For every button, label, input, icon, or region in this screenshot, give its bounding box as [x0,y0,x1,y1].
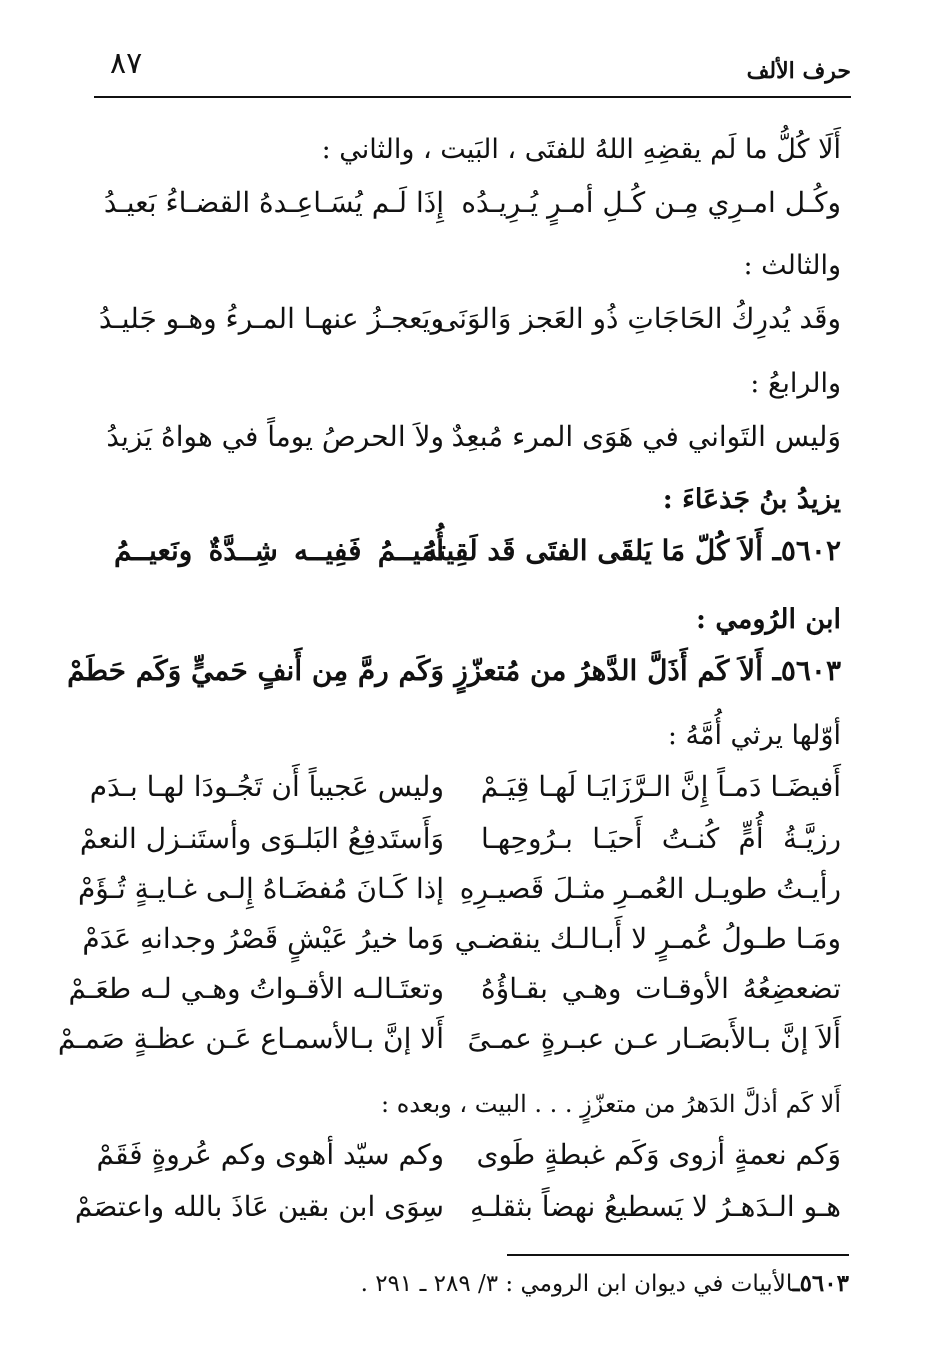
elegy-verse [57,1022,841,1066]
elegy-second-hemistich: وتعتَـالـه الأقـواتُ وهـي لـه طعَـمْ [68,972,444,1005]
elegy-second-hemistich: وَأَستَدفِعُ البَلـوَى وأستَنـزل النعمْ [79,822,444,855]
verse-5602-text: أَلاَ كُلّ مَا يَلقَى الفتَى قَد لَقِيتهُ [423,534,763,567]
footnote-text: الأبيات في ديوان ابن الرومي : ٣/ ٢٨٩ ـ ٢٩١ . [360,1271,793,1297]
verse-number: ٥٦٠٣ـ [772,654,841,687]
elegy-first-hemistich: ومَـا طـولُ عُمـرٍ لا أَبـالـك ينقضـي [454,922,841,955]
elegy-first-hemistich: رزيَّـةُ أُمٍّ كُنـتُ أَحيَـا بـرُوحِهـا [481,822,841,855]
elegy-second-hemistich: أَلا إنَّ بـالأسمـاع عَـن عظـةٍ صَمـمْ [57,1022,444,1055]
verse-1-first-hemistich: وكُـل امـرِي مِـن كُـلِ أمـرٍ يُـرِيـدُه [461,186,841,219]
elegy-first-hemistich: أَلاَ إنَّ بـالأَبصَـار عـن عبـرةٍ عمـىً [467,1022,841,1055]
verse-2-second-hemistich: ويَعجـزُ عنهـا المـرءُ وهـو جَليـدُ [98,302,444,335]
verse-number: ٥٦٠٢ـ [772,534,841,567]
intro-line: أَلَا كُلُّ ما لَم يقضِهِ اللهُ للفتَى ، البَيت ، والثاني : [321,134,841,165]
verse-5603 [67,654,841,698]
verse-5603-second-hemistich: وَكَم رمَّ مِن أَنفٍ حَميٍّ وَكَم حَطَمْ [67,654,444,687]
verse-after-2-first-hemistich: هـو الـدَهـرُ لا يَسطيعُ نهضاً بثقلـهِ [469,1190,841,1223]
poet-heading-1: يزيدُ بنُ جَذعَاءَ : [662,484,841,515]
footnote-number: ٥٦٠٣ـ [792,1270,849,1297]
elegy-second-hemistich: وليس عَجيباً أَن تَجُـودَا لهـا بـدَم [89,770,444,803]
page-number: ٨٧ [110,46,143,81]
verse-2-first-hemistich: وقَد يُدرِكُ الحَاجَاتِ ذُو العَجز وَالوَنَى [435,302,841,335]
elegy-first-hemistich: رأيـتُ طويـل العُمـرِ مثـلَ قَصيـرِهِ [459,872,841,905]
verse-after-1-first-hemistich: وَكم نعمةٍ أزوى وَكَم غبطةٍ طَوى [476,1138,841,1171]
verse-1 [100,186,841,230]
verse-after-1 [96,1138,841,1182]
chapter-title: حرف الألف [746,58,851,84]
verse-5603-text: أَلاَ كَم أَذَلَّ الدَّهرُ من مُتعزّزٍ [454,654,763,687]
footnote [361,1270,849,1297]
verse-3 [100,420,841,464]
after-line: أَلا كَم أذلَّ الدَهرُ من متعزّزٍ . . . البيت ، وبعده : [381,1090,841,1118]
header-rule [94,96,851,98]
footnote-rule [507,1254,849,1256]
fourth-label: والرابعُ : [750,368,841,399]
third-label: والثالث : [743,250,841,281]
elegy-second-hemistich: وَما خيرُ عَيْشٍ قَصْرُ وجدانهِ عَدَمْ [82,922,444,955]
verse-after-2-second-hemistich: سِوَى ابن بقين عَاذَ بالله واعتصَمْ [74,1190,444,1223]
poet-heading-2: ابن الرُومي : [696,604,841,635]
elegy-second-hemistich: إذا كَـانَ مُفضَـاهُ إِلـى غـايـةٍ تُـؤَمْ [77,872,444,905]
elegy-verse [82,922,841,966]
elegy-verse [77,872,841,916]
elegy-verse [79,822,841,866]
first-label: أوّلها يرثي أُمَّهُ : [667,720,841,751]
elegy-first-hemistich: أَفيضَـا دَمـاً إِنَّ الـرَّزَايَـا لَهـا قِيَـمْ [480,770,841,803]
verse-5602-second-hemistich: أُمَيــمُ فَفِيــه شِــدَّةٌ ونَعيــمُ [114,534,444,567]
elegy-verse [68,972,841,1016]
verse-1-second-hemistich: إِذَا لَـم يُسَـاعِـدهُ القضـاءُ بَعيـدُ [103,186,444,219]
elegy-first-hemistich: تضعضِعُهُ الأوقـات وهـي بقـاؤُهُ [481,972,841,1005]
verse-3-first-hemistich: وَليس التَواني في هَوَى المرء مُبعِدٌ [451,420,841,453]
verse-5603-first-hemistich [454,654,841,687]
verse-2 [100,302,841,346]
verse-3-second-hemistich: ولاَ الحرصُ يوماً في هواهُ يَزيدُ [106,420,444,453]
verse-after-2 [74,1190,841,1234]
elegy-verse [89,770,841,814]
verse-after-1-second-hemistich: وكم سيّد أهوى وكم عُروةٍ فَقَمْ [96,1138,444,1171]
verse-5602-first-hemistich [423,534,841,567]
verse-5602 [100,534,841,578]
